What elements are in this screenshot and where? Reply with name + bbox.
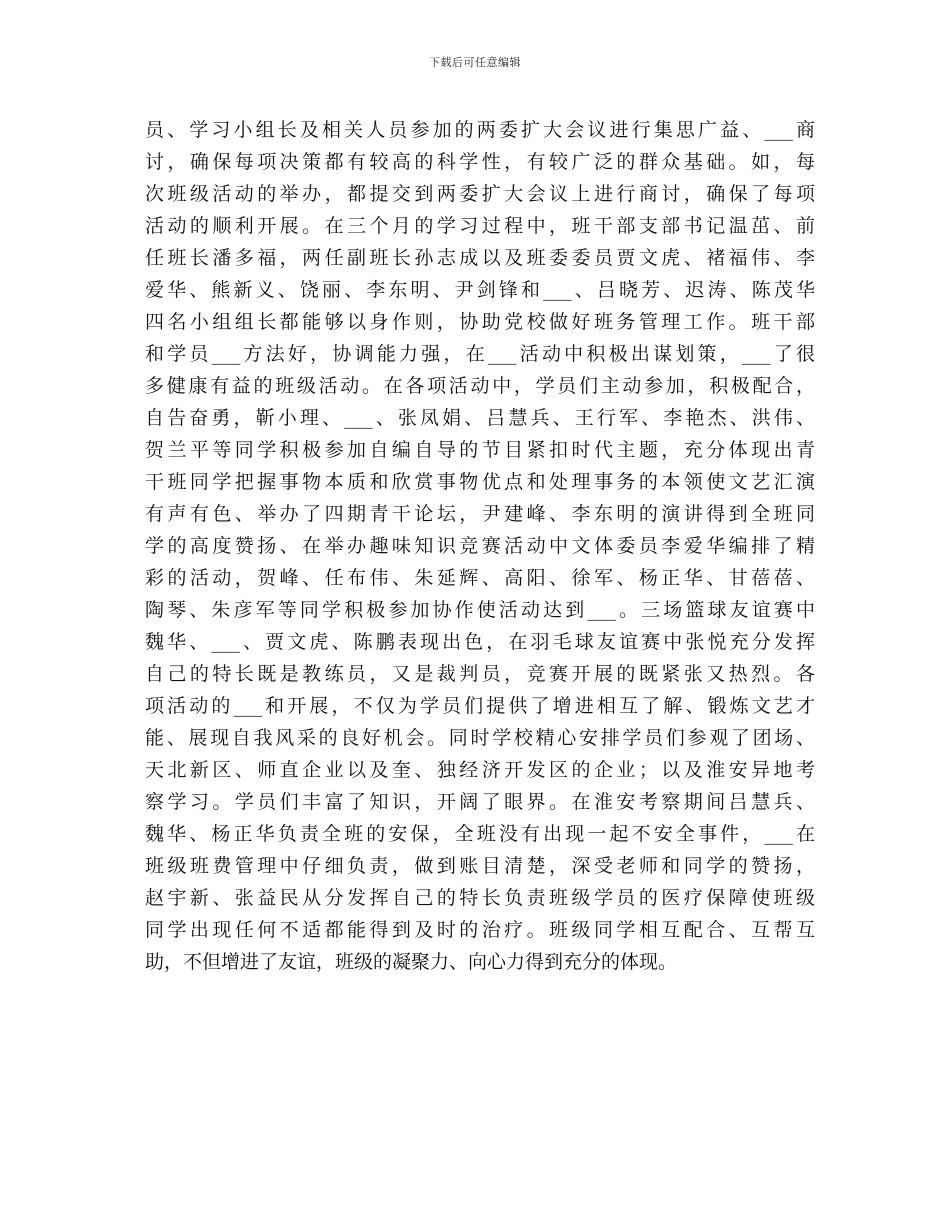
- text-line: 陶琴、朱彦军等同学积极参加协作使活动达到___。三场篮球友谊赛中: [145, 599, 815, 621]
- text-line: 班级班费管理中仔细负责，做到账目清楚，深受老师和同学的赞扬，: [145, 855, 815, 877]
- text-line: 活动的顺利开展。在三个月的学习过程中，班干部支部书记温茁、前: [145, 215, 815, 237]
- text-line: 能、展现自我风采的良好机会。同时学校精心安排学员们参观了团场、: [145, 727, 815, 749]
- text-line: 贺兰平等同学积极参加自编自导的节目紧扣时代主题，充分体现出青: [145, 439, 815, 461]
- text-line: 察学习。学员们丰富了知识，开阔了眼界。在淮安考察期间吕慧兵、: [145, 791, 815, 813]
- body-paragraph: [145, 114, 815, 978]
- text-line: 次班级活动的举办，都提交到两委扩大会议上进行商讨，确保了每项: [145, 183, 815, 205]
- page-header: 下载后可任意编辑: [429, 56, 521, 69]
- text-line: 项活动的___和开展，不仅为学员们提供了增进相互了解、锻炼文艺才: [145, 695, 815, 717]
- text-line: 天北新区、师直企业以及奎、独经济开发区的企业；以及淮安异地考: [145, 759, 815, 781]
- text-line: 讨，确保每项决策都有较高的科学性，有较广泛的群众基础。如，每: [145, 151, 815, 173]
- text-line: 魏华、___、贾文虎、陈鹏表现出色，在羽毛球友谊赛中张悦充分发挥: [145, 631, 815, 653]
- text-line: 有声有色、举办了四期青干论坛，尹建峰、李东明的演讲得到全班同: [145, 503, 815, 525]
- text-line: 助，不但增进了友谊，班级的凝聚力、向心力得到充分的体现。: [145, 951, 678, 973]
- text-line: 自己的特长既是教练员，又是裁判员，竞赛开展的既紧张又热烈。各: [145, 663, 815, 685]
- text-line: 多健康有益的班级活动。在各项活动中，学员们主动参加，积极配合，: [145, 375, 815, 397]
- text-line: 彩的活动，贺峰、任布伟、朱延辉、高阳、徐军、杨正华、甘蓓蓓、: [145, 567, 815, 589]
- text-line: 赵宇新、张益民从分发挥自己的特长负责班级学员的医疗保障使班级: [145, 887, 815, 909]
- text-line: 员、学习小组长及相关人员参加的两委扩大会议进行集思广益、___商: [145, 119, 815, 141]
- text-line: 任班长潘多福，两任副班长孙志成以及班委委员贾文虎、褚福伟、李: [145, 247, 815, 269]
- text-line: 干班同学把握事物本质和欣赏事物优点和处理事务的本领使文艺汇演: [145, 471, 815, 493]
- text-line: 和学员___方法好，协调能力强，在___活动中积极出谋划策，___了很: [145, 343, 815, 365]
- text-line: 魏华、杨正华负责全班的安保，全班没有出现一起不安全事件，___在: [145, 823, 815, 845]
- text-line: 同学出现任何不适都能得到及时的治疗。班级同学相互配合、互帮互: [145, 919, 815, 941]
- text-line: 爱华、熊新义、饶丽、李东明、尹剑锋和___、吕晓芳、迟涛、陈茂华: [145, 279, 815, 301]
- text-line: 四名小组组长都能够以身作则，协助党校做好班务管理工作。班干部: [145, 311, 815, 333]
- text-line: 自告奋勇，靳小理、___、张凤娟、吕慧兵、王行军、李艳杰、洪伟、: [145, 407, 815, 429]
- text-line: 学的高度赞扬、在举办趣味知识竞赛活动中文体委员李爱华编排了精: [145, 535, 815, 557]
